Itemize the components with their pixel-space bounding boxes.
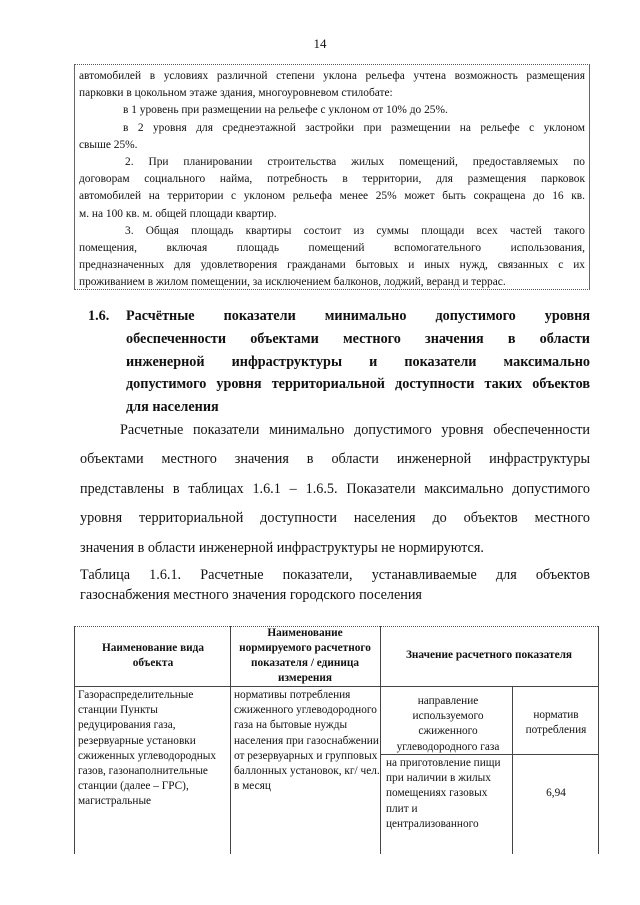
norm-value-cell: 6,94 xyxy=(546,787,566,799)
header-indicator: Наименование нормируемого расчетного показателя / единица измерения xyxy=(239,626,371,685)
paragraph-line: объектами местного значения в области инженерной инфраструктуры xyxy=(80,451,590,468)
subheader-norm: норматив потребления xyxy=(525,709,587,737)
note-line: договорам социального найма, потребность в территории, для размещения парковок xyxy=(79,173,585,186)
section-number: 1.6. xyxy=(88,308,110,324)
note-line: автомобилей на территории с уклоном рельефа менее 25% может быть сокращена до 16 кв. xyxy=(79,190,585,203)
note-line: 2. При планировании строительства жилых помещений, предоставляемых по xyxy=(125,156,585,169)
note-line: в 1 уровень при размещении на рельефе с уклоном от 10% до 25%. xyxy=(123,104,448,117)
paragraph-line: значения в области инженерной инфраструктуры не нормируются. xyxy=(80,539,484,556)
note-line: в 2 уровня для среднеэтажной застройки при размещении на рельефе с уклоном xyxy=(123,121,585,134)
note-line: предназначенных для удовлетворения гражданами бытовых и иных нужд, связанных с их xyxy=(79,259,585,272)
body-paragraph xyxy=(80,416,590,563)
section-title-line: обеспеченности объектами местного значения в области xyxy=(126,330,590,347)
paragraph-line: представлены в таблицах 1.6.1 – 1.6.5. Показатели максимально допустимого xyxy=(80,480,590,497)
notes-box xyxy=(74,64,590,290)
direction-cell: на приготовление пищи при наличии в жилых помещениях газовых плит и централизованного xyxy=(386,757,501,830)
section-heading xyxy=(88,305,590,419)
table-caption xyxy=(80,565,590,605)
table-border-right xyxy=(598,626,599,854)
section-title-line: для населения xyxy=(126,399,219,416)
gas-supply-table xyxy=(74,626,598,854)
note-line: помещения, включая площадь помещений вспомогательного использования, xyxy=(79,242,585,255)
paragraph-line: Расчетные показатели минимально допустимого уровня обеспеченности xyxy=(120,422,590,438)
object-type-cell: Газораспределительные станции Пункты редуцирования газа, резервуарные установки сжиженных углеводородных газов, газонаполнительные станции (далее – ГРС), магистральные xyxy=(78,689,217,808)
table-border-left xyxy=(74,626,75,854)
note-line: 3. Общая площадь квартиры состоит из суммы площади всех частей такого xyxy=(125,224,585,237)
page-number: 14 xyxy=(313,36,327,51)
section-title-line: Расчётные показатели минимально допустимого уровня xyxy=(126,308,590,324)
indicator-cell: нормативы потребления сжиженного углеводородного газа на бытовые нужды населения при газоснабжении от резервуарных и групповых баллонных установок, кг/ чел. в месяц xyxy=(234,689,380,793)
note-line: парковки в цокольном этаже здания, многоуровневом стилобате: xyxy=(79,87,393,100)
note-line: свыше 25%. xyxy=(79,138,138,151)
section-title-line: допустимого уровня территориальной доступности таких объектов xyxy=(126,376,590,393)
header-value: Значение расчетного показателя xyxy=(405,649,573,662)
note-line: автомобилей в условиях различной степени уклона рельефа учтена возможность размещения xyxy=(79,70,585,82)
note-line: проживанием в жилом помещении, за исключением балконов, лоджий, веранд и террас. xyxy=(79,276,506,289)
paragraph-line: уровня территориальной доступности населения до объектов местного xyxy=(80,510,590,527)
column-divider xyxy=(380,626,381,854)
section-title-line: инженерной инфраструктуры и показатели максимально xyxy=(126,353,590,370)
header-object-type: Наименование вида объекта xyxy=(101,641,205,669)
column-divider xyxy=(230,626,231,854)
note-line: м. на 100 кв. м. общей площади квартир. xyxy=(79,207,277,220)
column-divider xyxy=(512,686,513,854)
caption-line: Таблица 1.6.1. Расчетные показатели, устанавливаемые для объектов xyxy=(80,567,590,583)
caption-line: газоснабжения местного значения городского поселения xyxy=(80,587,422,603)
subheader-direction: направление используемого сжиженного углеводородного газа xyxy=(396,695,500,753)
